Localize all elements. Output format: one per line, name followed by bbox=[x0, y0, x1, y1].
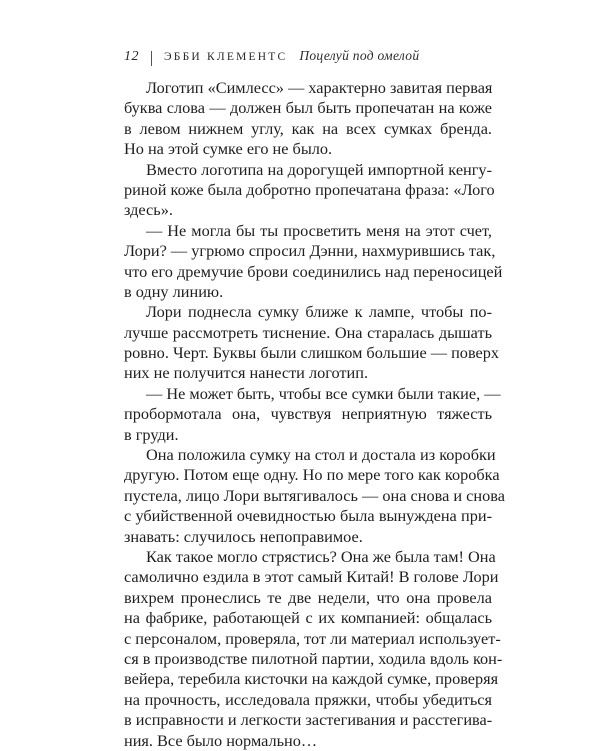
text-line: вихрем пронеслись те две недели, что она провела bbox=[124, 587, 492, 607]
text-line: пробормотала она, чувствуя неприятную тяжесть bbox=[124, 404, 492, 424]
text-line: риной коже была добротно пропечатана фраза: «Лого bbox=[124, 179, 495, 199]
text-line: здесь». bbox=[124, 200, 173, 220]
text-line: Лори? — угрюмо спросил Дэнни, нахмурившись так, bbox=[124, 241, 496, 261]
body-text bbox=[124, 78, 505, 751]
text-line: на прочность, исследовала пряжки, чтобы убедиться bbox=[124, 689, 492, 709]
text-line: Лори поднесла сумку ближе к лампе, чтобы по- bbox=[146, 302, 492, 322]
text-line: ровно. Черт. Буквы были слишком большие — поверх bbox=[124, 343, 500, 363]
book-title: Поцелуй под омелой bbox=[299, 48, 420, 63]
text-line: знавать: случилось непоправимое. bbox=[124, 526, 363, 546]
text-line: Логотип «Симлесс» — характерно завитая первая bbox=[146, 78, 493, 97]
header-separator bbox=[151, 51, 152, 66]
text-line: лучше рассмотреть тиснение. Она старалась дышать bbox=[124, 322, 492, 342]
text-line: что его дремучие брови соединились над переносицей bbox=[124, 261, 503, 281]
text-line: в исправности и легкости застегивания и расстегива- bbox=[124, 710, 493, 730]
text-line: буква слова — должен был быть пропечатан на коже bbox=[124, 98, 492, 118]
text-line: — Не могла бы ты просветить меня на этот счет, bbox=[146, 220, 492, 240]
text-line: вейера, теребила кисточки на каждой сумке, проверяя bbox=[124, 669, 499, 689]
text-line: пустела, лицо Лори вытягивалось — она снова и снова bbox=[124, 485, 505, 505]
text-line: в левом нижнем углу, как на всех сумках бренда. bbox=[124, 118, 492, 138]
text-line: ся в производстве пилотной партии, ходила вдоль кон- bbox=[124, 648, 503, 668]
text-line: на фабрике, работающей с их компанией: общалась bbox=[124, 608, 492, 628]
text-line: с убийственной очевидностью была вынуждена при- bbox=[124, 506, 492, 526]
text-line: самолично ездила в этот самый Китай! В голове Лори bbox=[124, 567, 499, 587]
author-name: ЭББИ КЛЕМЕНТС bbox=[164, 51, 288, 63]
text-line: Как такое могло стрястись? Она же была там! Она bbox=[146, 546, 496, 566]
text-line: в одну линию. bbox=[124, 281, 224, 301]
text-line: них не получится нанести логотип. bbox=[124, 363, 369, 383]
text-line: Она положила сумку на стол и достала из коробки bbox=[146, 445, 496, 465]
text-line: ния. Все было нормально… bbox=[124, 730, 318, 750]
text-line: Вместо логотипа на дорогущей импортной кенгу- bbox=[146, 159, 492, 179]
running-head bbox=[124, 48, 419, 68]
text-line: с персоналом, проверяла, тот ли материал использует- bbox=[124, 628, 501, 648]
text-line: другую. Потом еще одну. Но по мере того как коробка bbox=[124, 465, 500, 485]
page-number: 12 bbox=[124, 49, 139, 64]
text-line: — Не может быть, чтобы все сумки были такие, — bbox=[146, 383, 501, 403]
text-line: в груди. bbox=[124, 424, 179, 444]
text-line: Но на этой сумке его не было. bbox=[124, 139, 333, 159]
